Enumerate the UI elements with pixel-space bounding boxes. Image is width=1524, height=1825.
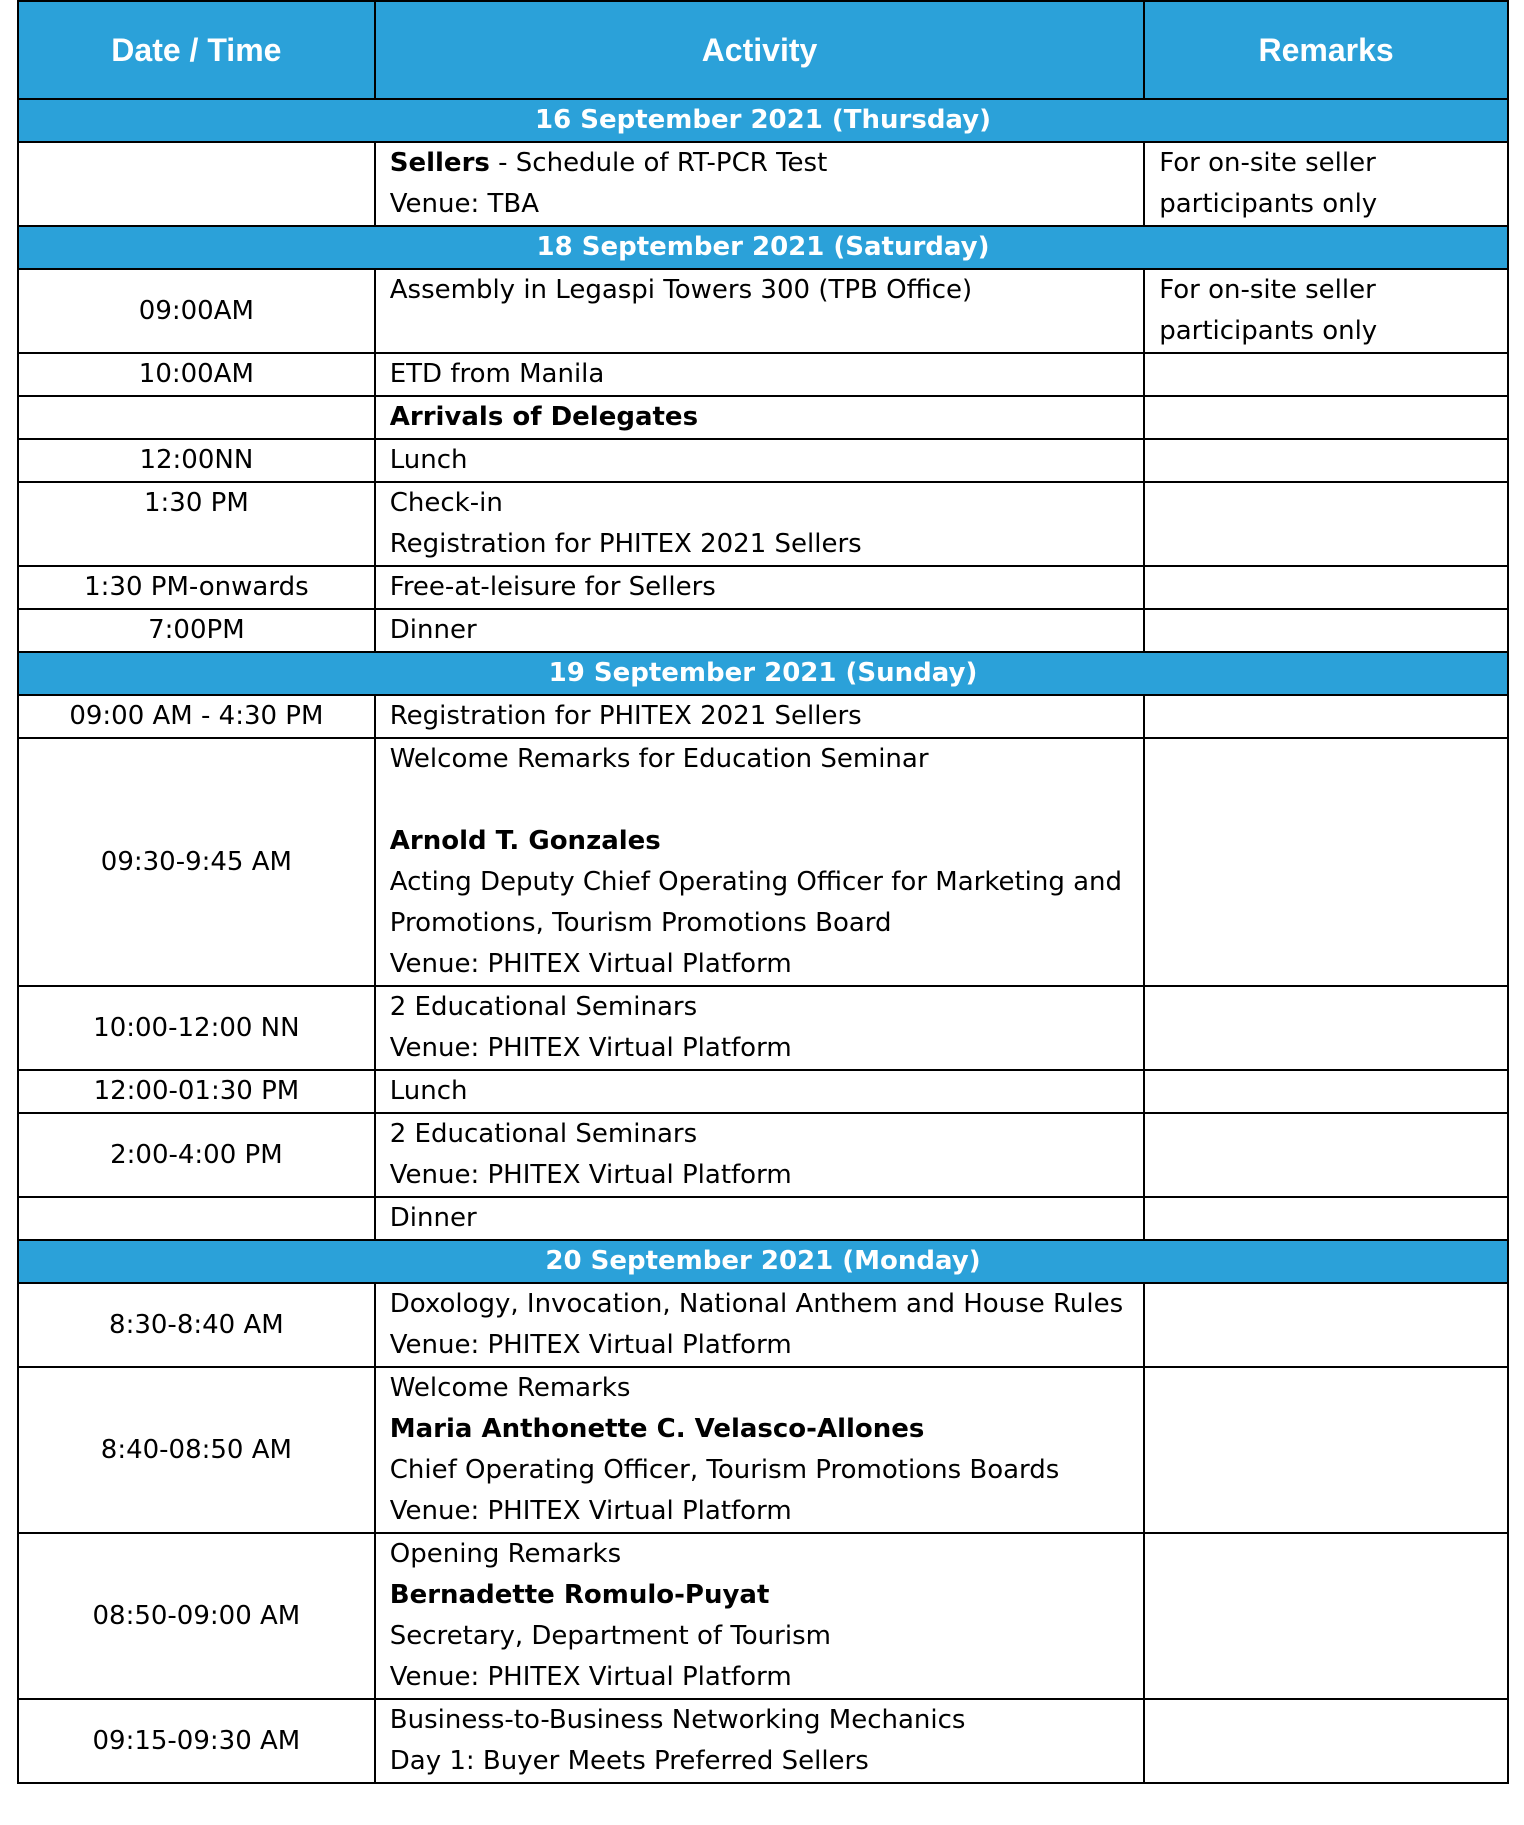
table-row [18,1699,1508,1783]
table-row [18,738,1508,986]
table-row [18,1367,1508,1533]
activity-cell [375,1533,1144,1699]
table-row [18,1070,1508,1113]
remarks-cell: For on-site seller participants only [1144,142,1508,226]
table-row [18,269,1508,353]
activity-text: - Schedule of RT-PCR Test [489,148,828,178]
time-cell: 12:00NN [18,439,375,482]
header-date-time: Date / Time [18,1,375,99]
remarks-cell [1144,1533,1508,1699]
remarks-cell [1144,1070,1508,1113]
activity-cell [375,396,1144,439]
time-cell: 10:00AM [18,353,375,396]
speaker-name: Maria Anthonette C. Velasco-Allones [389,1414,925,1444]
speaker-name-line [390,821,1129,862]
speaker-name: Arnold T. Gonzales [389,826,661,856]
activity-venue: Venue: PHITEX Virtual Platform [389,1160,792,1190]
speaker-title: Acting Deputy Chief Operating Officer for Marketing and Promotions, Tourism Promotions Board [389,867,1123,938]
header-activity: Activity [375,1,1144,99]
speaker-title: Secretary, Department of Tourism [389,1621,831,1651]
remarks-cell [1144,396,1508,439]
time-cell: 09:00AM [18,269,375,353]
header-remarks: Remarks [1144,1,1508,99]
activity-cell: ETD from Manila [375,353,1144,396]
activity-line: Registration for PHITEX 2021 Sellers [389,529,862,559]
day-heading: 20 September 2021 (Monday) [18,1240,1508,1283]
remarks-cell [1144,695,1508,738]
remarks-cell [1144,986,1508,1070]
activity-line: 2 Educational Seminars [389,1119,698,1149]
table-row [18,1283,1508,1367]
table-row [18,695,1508,738]
activity-cell: Lunch [375,1070,1144,1113]
activity-cell [375,1283,1144,1367]
time-cell: 09:30-9:45 AM [18,738,375,986]
day-row [18,1240,1508,1283]
remarks-cell [1144,566,1508,609]
activity-venue: Venue: PHITEX Virtual Platform [389,1496,792,1526]
time-cell: 12:00-01:30 PM [18,1070,375,1113]
speaker-title: Chief Operating Officer, Tourism Promotions Boards [389,1455,1060,1485]
activity-line: 2 Educational Seminars [389,992,698,1022]
activity-cell: Registration for PHITEX 2021 Sellers [375,695,1144,738]
table-row [18,1533,1508,1699]
remarks-cell [1144,1197,1508,1240]
activity-cell [375,142,1144,226]
time-cell [18,1197,375,1240]
activity-venue: Venue: TBA [389,189,539,219]
activity-bold-lead: Sellers [389,148,490,178]
remarks-cell [1144,1367,1508,1533]
activity-venue: Venue: PHITEX Virtual Platform [389,1662,792,1692]
day-row [18,99,1508,142]
remarks-cell [1144,609,1508,652]
activity-cell: Dinner [375,609,1144,652]
blank-line [390,780,1129,821]
activity-cell [375,1113,1144,1197]
time-cell: 8:40-08:50 AM [18,1367,375,1533]
table-row [18,142,1508,226]
table-row [18,482,1508,566]
table-row [18,353,1508,396]
activity-cell: Assembly in Legaspi Towers 300 (TPB Office) [375,269,1144,353]
activity-cell [375,482,1144,566]
remarks-cell [1144,1283,1508,1367]
table-row [18,1197,1508,1240]
activity-venue: Venue: PHITEX Virtual Platform [389,949,792,979]
activity-line: Doxology, Invocation, National Anthem and House Rules [389,1289,1124,1319]
header-row [18,1,1508,99]
time-cell: 7:00PM [18,609,375,652]
remarks-cell [1144,1113,1508,1197]
speaker-name-line [390,1575,1129,1616]
activity-cell [375,1367,1144,1533]
activity-cell: Free-at-leisure for Sellers [375,566,1144,609]
table-row [18,566,1508,609]
activity-cell [375,738,1144,986]
table-row [18,609,1508,652]
day-heading: 18 September 2021 (Saturday) [18,226,1508,269]
activity-cell [375,986,1144,1070]
activity-line: Day 1: Buyer Meets Preferred Sellers [389,1746,869,1776]
remarks-cell: For on-site seller participants only [1144,269,1508,353]
day-heading: 16 September 2021 (Thursday) [18,99,1508,142]
speaker-name: Bernadette Romulo-Puyat [389,1580,770,1610]
activity-bold: Arrivals of Delegates [389,402,699,432]
time-cell: 8:30-8:40 AM [18,1283,375,1367]
time-cell: 09:00 AM - 4:30 PM [18,695,375,738]
remarks-cell [1144,738,1508,986]
time-cell [18,142,375,226]
time-cell: 2:00-4:00 PM [18,1113,375,1197]
activity-venue: Venue: PHITEX Virtual Platform [389,1330,792,1360]
time-cell: 08:50-09:00 AM [18,1533,375,1699]
remarks-cell [1144,353,1508,396]
day-heading: 19 September 2021 (Sunday) [18,652,1508,695]
remarks-cell [1144,1699,1508,1783]
table-row [18,396,1508,439]
time-cell: 10:00-12:00 NN [18,986,375,1070]
speaker-name-line [390,1409,1129,1450]
table-row [18,439,1508,482]
schedule-table [17,0,1509,1784]
time-cell: 09:15-09:30 AM [18,1699,375,1783]
activity-venue: Venue: PHITEX Virtual Platform [389,1033,792,1063]
remarks-cell [1144,439,1508,482]
time-cell [18,396,375,439]
activity-cell: Lunch [375,439,1144,482]
table-row [18,1113,1508,1197]
activity-cell [375,1699,1144,1783]
table-row [18,986,1508,1070]
activity-line: Business-to-Business Networking Mechanics [389,1705,966,1735]
day-row [18,226,1508,269]
activity-line: Welcome Remarks for Education Seminar [389,744,929,774]
day-row [18,652,1508,695]
activity-line: Check-in [389,488,503,518]
time-cell: 1:30 PM-onwards [18,566,375,609]
activity-line: Welcome Remarks [389,1373,631,1403]
activity-cell: Dinner [375,1197,1144,1240]
activity-line: Opening Remarks [389,1539,622,1569]
time-cell: 1:30 PM [18,482,375,566]
remarks-cell [1144,482,1508,566]
